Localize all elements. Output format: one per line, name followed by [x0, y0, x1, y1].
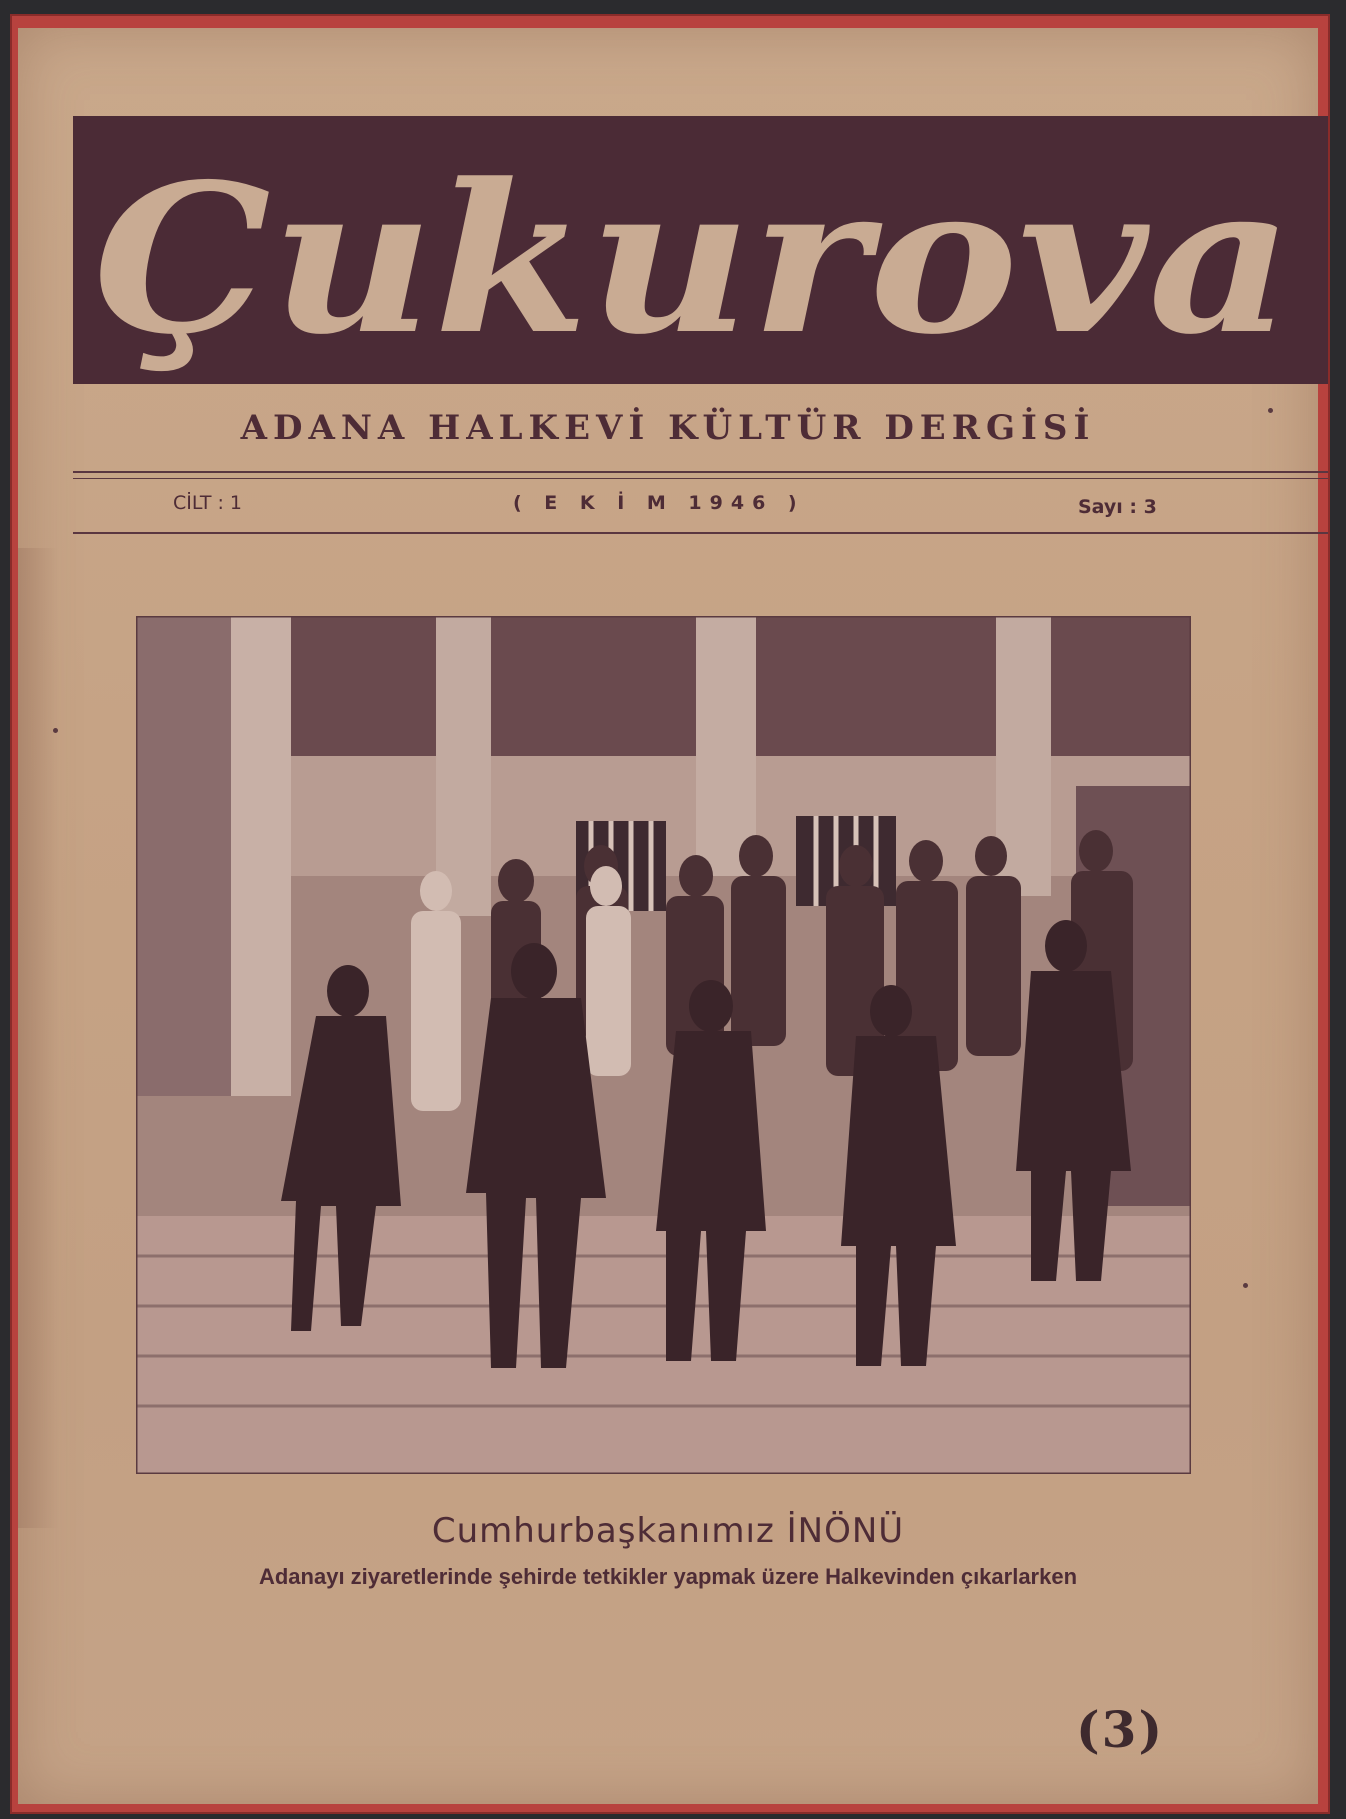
page-number: (3) [1076, 1700, 1165, 1759]
issue-number: Sayı : 3 [1078, 496, 1157, 518]
issue-info-row [73, 492, 1328, 526]
issue-date: ( E K İ M 1946 ) [513, 492, 805, 514]
volume-label: CİLT : 1 [173, 492, 243, 514]
divider-top-thin [73, 478, 1328, 479]
paper-speck [1243, 1283, 1248, 1288]
paper-speck [1268, 408, 1273, 413]
caption-subtitle: Adanayı ziyaretlerinde şehirde tetkikler yapmak üzere Halkevinden çıkarlarken [258, 1564, 1078, 1589]
divider-bottom [73, 532, 1328, 534]
divider-top [73, 471, 1328, 473]
masthead-title: Çukurova [93, 140, 1293, 380]
page-fold-shadow [18, 548, 58, 1528]
cover-photograph [136, 616, 1191, 1474]
masthead-logo [73, 116, 1328, 384]
paper-speck [53, 728, 58, 733]
caption-title: Cumhurbaşkanımız İNÖNÜ [431, 1511, 905, 1551]
magazine-subtitle: ADANA HALKEVİ KÜLTÜR DERGİSİ [240, 408, 1096, 448]
photo-illustration [136, 616, 1191, 1474]
magazine-page [18, 28, 1318, 1804]
masthead-banner [73, 116, 1328, 384]
